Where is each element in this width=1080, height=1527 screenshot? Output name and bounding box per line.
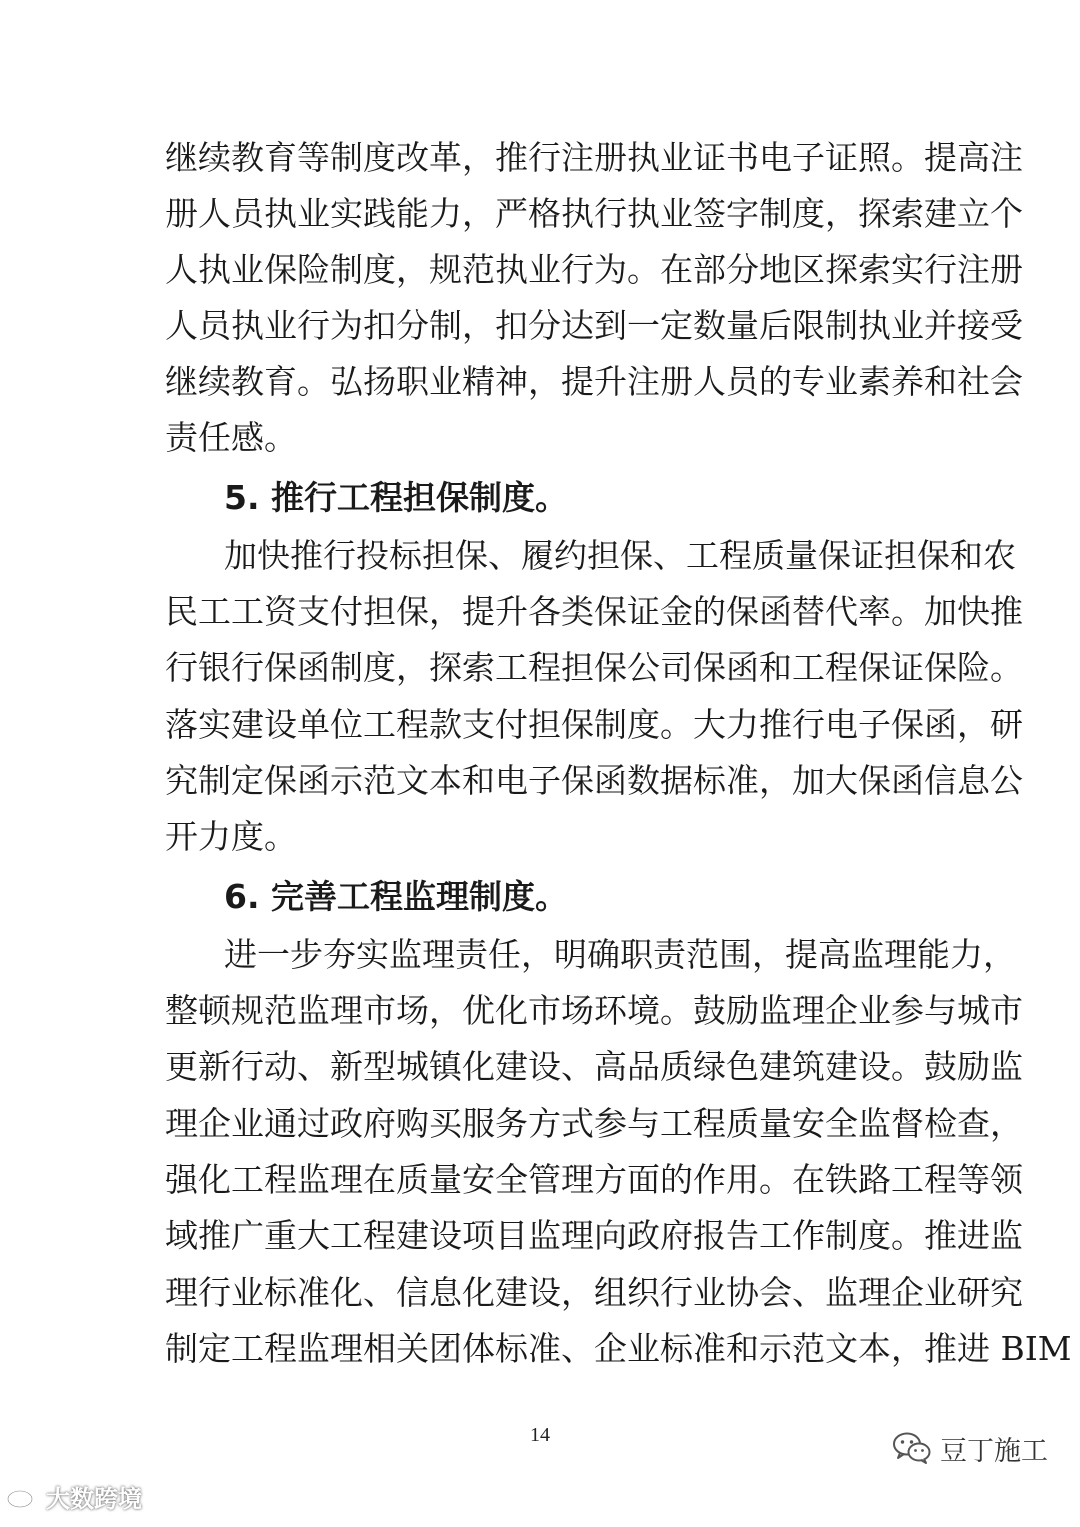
source-watermark [892, 1426, 1048, 1470]
paragraph-line: 整顿规范监理市场，优化市场环境。鼓励监理企业参与城市 [165, 991, 1023, 1030]
paragraph-line: 落实建设单位工程款支付担保制度。大力推行电子保函，研 [165, 705, 1023, 744]
paragraph-line: 继续教育等制度改革，推行注册执业证书电子证照。提高注 [165, 138, 1023, 177]
paragraph-line: 理行业标准化、信息化建设，组织行业协会、监理企业研究 [165, 1273, 1023, 1312]
source-watermark-text: 豆丁施工 [940, 1435, 1048, 1467]
paragraph-line: 继续教育。弘扬职业精神，提升注册人员的专业素养和社会 [165, 362, 1023, 401]
paragraph-line: 进一步夯实监理责任，明确职责范围，提高监理能力， [224, 935, 1016, 974]
paragraph-line: 强化工程监理在质量安全管理方面的作用。在铁路工程等领 [165, 1160, 1023, 1199]
paragraph-line: 人执业保险制度，规范执业行为。在部分地区探索实行注册 [165, 250, 1023, 289]
wechat-icon [892, 1431, 932, 1465]
paragraph-line: 更新行动、新型城镇化建设、高品质绿色建筑建设。鼓励监 [165, 1047, 1023, 1086]
paragraph-line: 制定工程监理相关团体标准、企业标准和示范文本，推进 BIM [165, 1329, 1072, 1368]
paragraph-line: 人员执业行为扣分制，扣分达到一定数量后限制执业并接受 [165, 306, 1023, 345]
paragraph-line: 理企业通过政府购买服务方式参与工程质量安全监督检查， [165, 1104, 1023, 1143]
paragraph-line: 域推广重大工程建设项目监理向政府报告工作制度。推进监 [165, 1216, 1023, 1255]
paragraph-line: 加快推行投标担保、履约担保、工程质量保证担保和农 [224, 536, 1016, 575]
paragraph-line: 责任感。 [165, 418, 297, 457]
paragraph-line: 开力度。 [165, 817, 297, 856]
section-5-heading: 5. 推行工程担保制度。 [224, 478, 568, 517]
weibo-style-logo-icon [6, 1481, 40, 1511]
paragraph-line: 究制定保函示范文本和电子保函数据标准，加大保函信息公 [165, 761, 1023, 800]
paragraph-line: 行银行保函制度，探索工程担保公司保函和工程保证保险。 [165, 648, 1023, 687]
paragraph-line: 民工工资支付担保，提升各类保证金的保函替代率。加快推 [165, 592, 1023, 631]
brand-watermark-text: 大数跨境 [46, 1484, 142, 1513]
section-6-heading: 6. 完善工程监理制度。 [224, 877, 568, 916]
paragraph-line: 册人员执业实践能力，严格执行执业签字制度，探索建立个 [165, 194, 1023, 233]
page-number: 14 [530, 1424, 550, 1446]
brand-watermark [6, 1478, 142, 1514]
